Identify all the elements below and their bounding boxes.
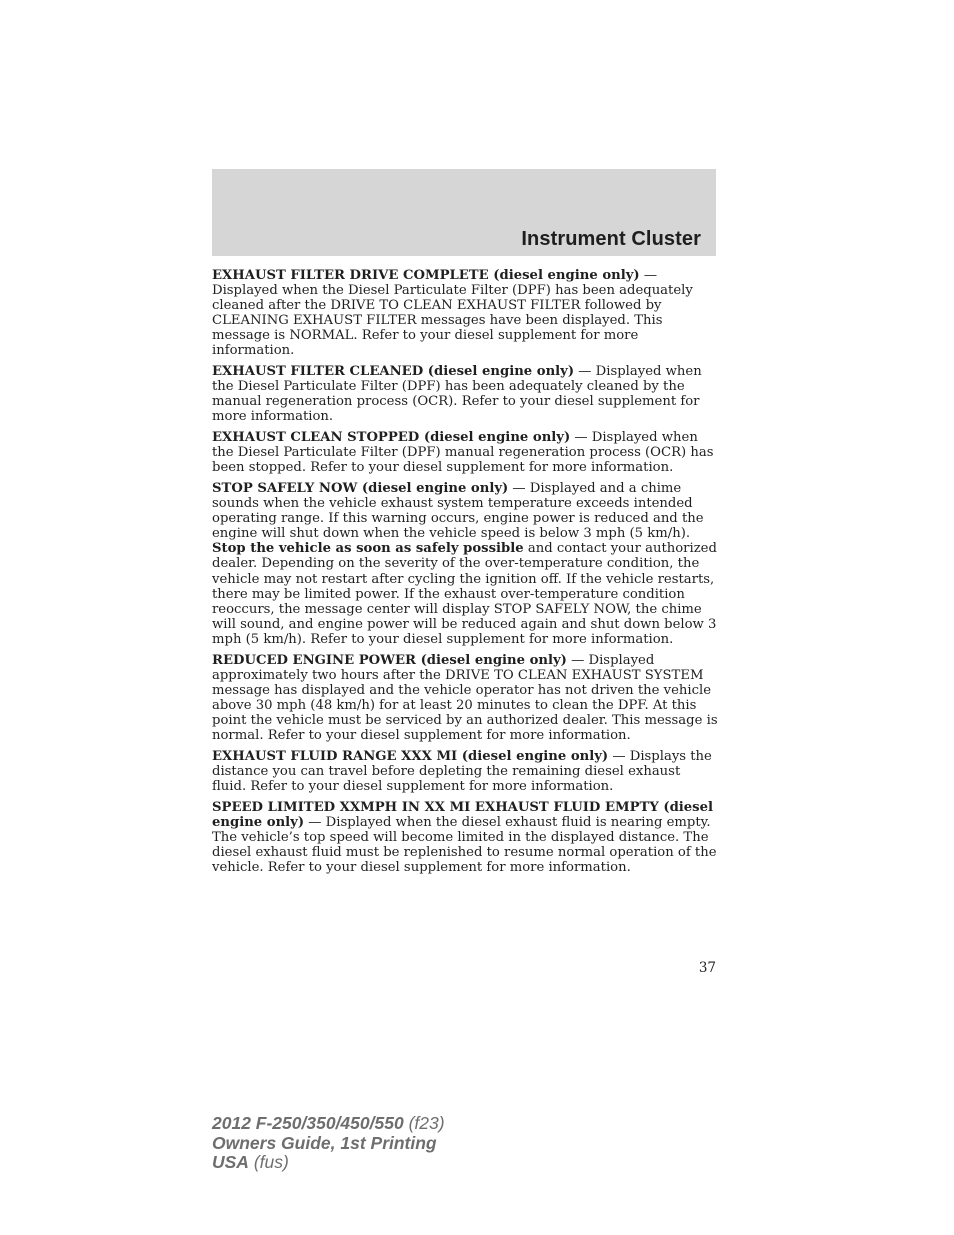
- entry-stop-safely-now: [212, 481, 718, 647]
- entry-exhaust-filter-cleaned: [212, 364, 718, 424]
- footer-market: USA: [212, 1152, 249, 1172]
- entry-text-continued: and contact your authorized dealer. Depending on the severity of the over-temperature condition, the vehicle may not restart after cycling the ignition off. If the vehicle restarts, there may be limited power. If the exhaust over-temperature condition reoccurs, the message center will display STOP SAFELY NOW, the chime will sound, and engine power will be reduced again and shut down below 3 mph (5 km/h). Refer to your diesel supplement for more information.: [212, 541, 717, 647]
- footer-model-code: (f23): [403, 1113, 445, 1133]
- entry-text: — Displayed approximately two hours after the DRIVE TO CLEAN EXHAUST SYSTEM message has displayed and the vehicle operator has not driven the vehicle above 30 mph (48 km/h) for at least 20 minutes to clean the DPF. At this point the vehicle must be serviced by an authorized dealer. This message is normal. Refer to your diesel supplement for more information.: [212, 652, 718, 744]
- section-title: Instrument Cluster: [521, 228, 701, 250]
- entry-text: — Displayed and a chime sounds when the vehicle exhaust system temperature exceeds intended operating range. If this warning occurs, engine power is reduced and the engine will shut down when the vehicle speed is below 3 mph (5 km/h).: [212, 481, 704, 542]
- entry-speed-limited: [212, 800, 718, 875]
- entry-text: — Displayed when the diesel exhaust fluid is nearing empty. The vehicle’s top speed will become limited in the displayed distance. The diesel exhaust fluid must be replenished to resume normal operation of the vehicle. Refer to your diesel supplement for more information.: [212, 814, 717, 876]
- entry-exhaust-clean-stopped: [212, 430, 718, 475]
- footer-model-line: [212, 1114, 445, 1134]
- entry-term: EXHAUST FILTER DRIVE COMPLETE (diesel engine only): [212, 268, 640, 283]
- footer-market-code: (fus): [248, 1152, 289, 1172]
- entry-text: — Displays the distance you can travel before depleting the remaining diesel exhaust fluid. Refer to your diesel supplement for more information.: [212, 748, 712, 794]
- entry-exhaust-filter-drive-complete: [212, 268, 718, 359]
- entry-term: EXHAUST FILTER CLEANED (diesel engine only): [212, 364, 575, 380]
- entry-text: — Displayed when the Diesel Particulate Filter (DPF) manual regeneration process (OCR) has been stopped. Refer to your diesel supplement for more information.: [212, 430, 714, 476]
- page-content: [212, 268, 718, 881]
- section-header-band: [212, 169, 716, 256]
- entry-text: — Displayed when the Diesel Particulate Filter (DPF) has been adequately cleaned by the manual regeneration process (OCR). Refer to your diesel supplement for more information.: [212, 364, 702, 425]
- entry-term: EXHAUST FLUID RANGE XXX MI (diesel engine only): [212, 748, 609, 764]
- entry-term: EXHAUST CLEAN STOPPED (diesel engine only): [212, 430, 571, 446]
- document-footer: [212, 1114, 445, 1173]
- page-number: 37: [698, 960, 716, 976]
- entry-term: STOP SAFELY NOW (diesel engine only): [212, 481, 509, 496]
- entry-text: — Displayed when the Diesel Particulate Filter (DPF) has been adequately cleaned after the DRIVE TO CLEAN EXHAUST FILTER followed by CLEANING EXHAUST FILTER messages have been displayed. This message is NORMAL. Refer to your diesel supplement for more information.: [212, 268, 693, 359]
- footer-printing-line: [212, 1134, 445, 1154]
- footer-printing: Owners Guide, 1st Printing: [212, 1132, 437, 1153]
- entry-term: REDUCED ENGINE POWER (diesel engine only): [212, 652, 567, 668]
- footer-market-line: [212, 1153, 445, 1173]
- entry-emphasis: Stop the vehicle as soon as safely possible: [212, 541, 524, 557]
- entry-exhaust-fluid-range: [212, 749, 718, 794]
- entry-reduced-engine-power: [212, 653, 718, 744]
- entry-term: SPEED LIMITED XXMPH IN XX MI EXHAUST FLUID EMPTY (diesel engine only): [212, 799, 714, 830]
- footer-model: 2012 F-250/350/450/550: [212, 1113, 404, 1133]
